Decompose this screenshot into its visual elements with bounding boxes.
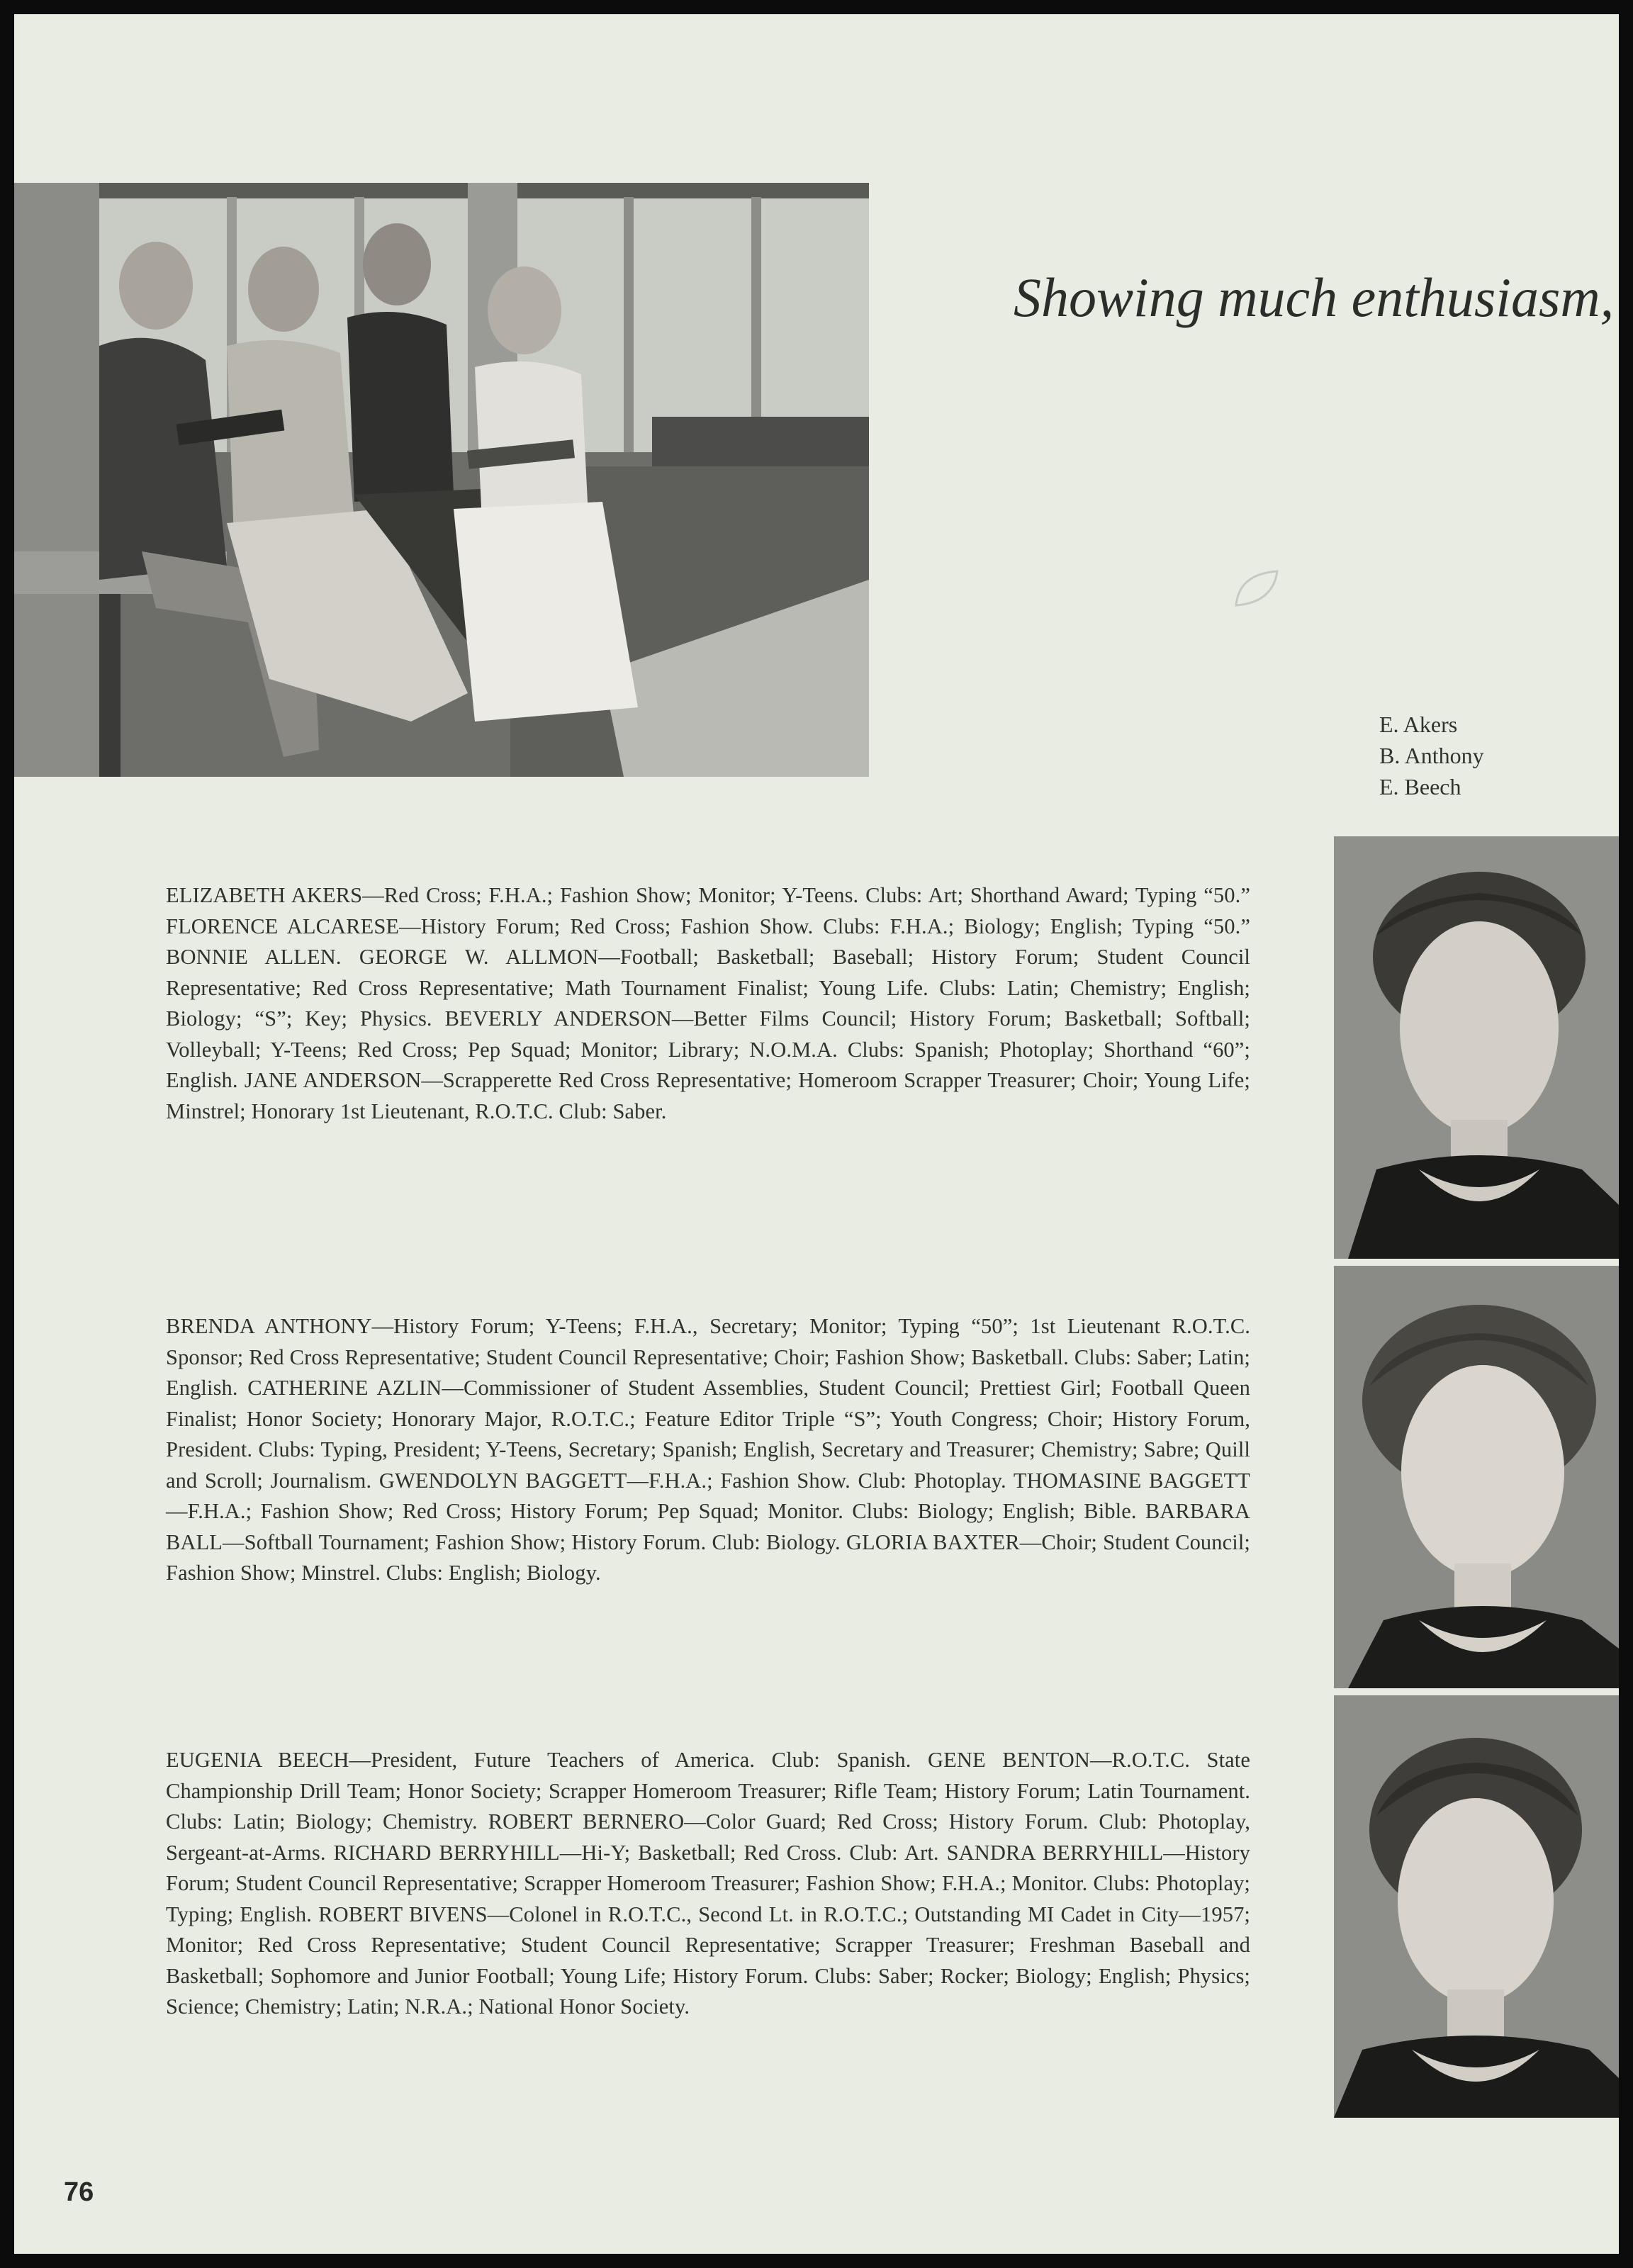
page-number: 76 [64, 2177, 94, 2207]
portrait-photo [1334, 1695, 1619, 2118]
group-photo [14, 183, 869, 777]
portrait-photo [1334, 836, 1619, 1259]
bio-paragraph: ELIZABETH AKERS—Red Cross; F.H.A.; Fashion Show; Monitor; Y-Teens. Clubs: Art; Shorthand Award; Typing “50.” FLORENCE ALCARESE—History Forum; Red Cross; Fashion Show. Clubs: F.H.A.; Biology; English; Typing “50.” BONNIE ALLEN. GEORGE W. ALLMON—Football; Basketball; Baseball; History Forum; Student Council Representative; Red Cross Representative; Math Tournament Finalist; Young Life. Clubs: Latin; Chemistry; English; Biology; “S”; Key; Physics. BEVERLY ANDERSON—Better Films Council; History Forum; Basketball; Softball; Volleyball; Y-Teens; Red Cross; Pep Squad; Monitor; Library; N.O.M.A. Clubs: Spanish; Photoplay; Shorthand “60”; English. JANE ANDERSON—Scrapperette Red Cross Representative; Homeroom Scrapper Treasurer; Choir; Young Life; Minstrel; Honorary 1st Lieutenant, R.O.T.C. Club: Saber. [166, 883, 1250, 1123]
headline: Showing much enthusiasm, [1014, 266, 1615, 328]
portrait-caption [1379, 709, 1484, 802]
bio-paragraph: EUGENIA BEECH—President, Future Teachers of America. Club: Spanish. GENE BENTON—R.O.T.C. State Championship Drill Team; Honor Society; Scrapper Homeroom Treasurer; Rifle Team; History Forum; Latin Tournament. Clubs: Latin; Biology; Chemistry. ROBERT BERNERO—Color Guard; Red Cross; History Forum. Club: Photoplay, Sergeant-at-Arms. RICHARD BERRYHILL—Hi-Y; Basketball; Red Cross. Club: Art. SANDRA BERRYHILL—History Forum; Student Council Representative; Scrapper Homeroom Treasurer; Fashion Show; F.H.A.; Monitor. Clubs: Photoplay; Typing; English. ROBERT BIVENS—Colonel in R.O.T.C., Second Lt. in R.O.T.C.; Outstanding MI Cadet in City—1957; Monitor; Red Cross Representative; Student Council Representative; Scrapper Treasurer; Freshman Baseball and Basketball; Sophomore and Junior Football; Young Life; History Forum. Clubs: Saber; Rocker; Biology; English; Physics; Science; Chemistry; Latin; N.R.A.; National Honor Society. [166, 1748, 1250, 2019]
caption-name: B. Anthony [1379, 743, 1484, 768]
leaf-ornament [1232, 567, 1281, 610]
portrait-photo [1334, 1266, 1619, 1688]
bio-paragraph: BRENDA ANTHONY—History Forum; Y-Teens; F.H.A., Secretary; Monitor; Typing “50”; 1st Lieutenant R.O.T.C. Sponsor; Red Cross Representative; Student Council Representative; Choir; Fashion Show; Basketball. Clubs: Saber; Latin; English. CATHERINE AZLIN—Commissioner of Student Assemblies, Student Council; Prettiest Girl; Football Queen Finalist; Honor Society; Honorary Major, R.O.T.C.; Feature Editor Triple “S”; Youth Congress; Choir; History Forum, President. Clubs: Typing, President; Y-Teens, Secretary; Spanish; English, Secretary and Treasurer; Chemistry; Sabre; Quill and Scroll; Journalism. GWENDOLYN BAGGETT—F.H.A.; Fashion Show. Club: Photoplay. THOMASINE BAGGETT—F.H.A.; Fashion Show; Red Cross; History Forum; Pep Squad; Monitor. Clubs: Biology; English; Bible. BARBARA BALL—Softball Tournament; Fashion Show; History Forum. Club: Biology. GLORIA BAXTER—Choir; Student Council; Fashion Show; Minstrel. Clubs: English; Biology. [166, 1314, 1250, 1585]
caption-name: E. Beech [1379, 774, 1461, 799]
yearbook-page [14, 14, 1619, 2254]
caption-name: E. Akers [1379, 712, 1458, 737]
